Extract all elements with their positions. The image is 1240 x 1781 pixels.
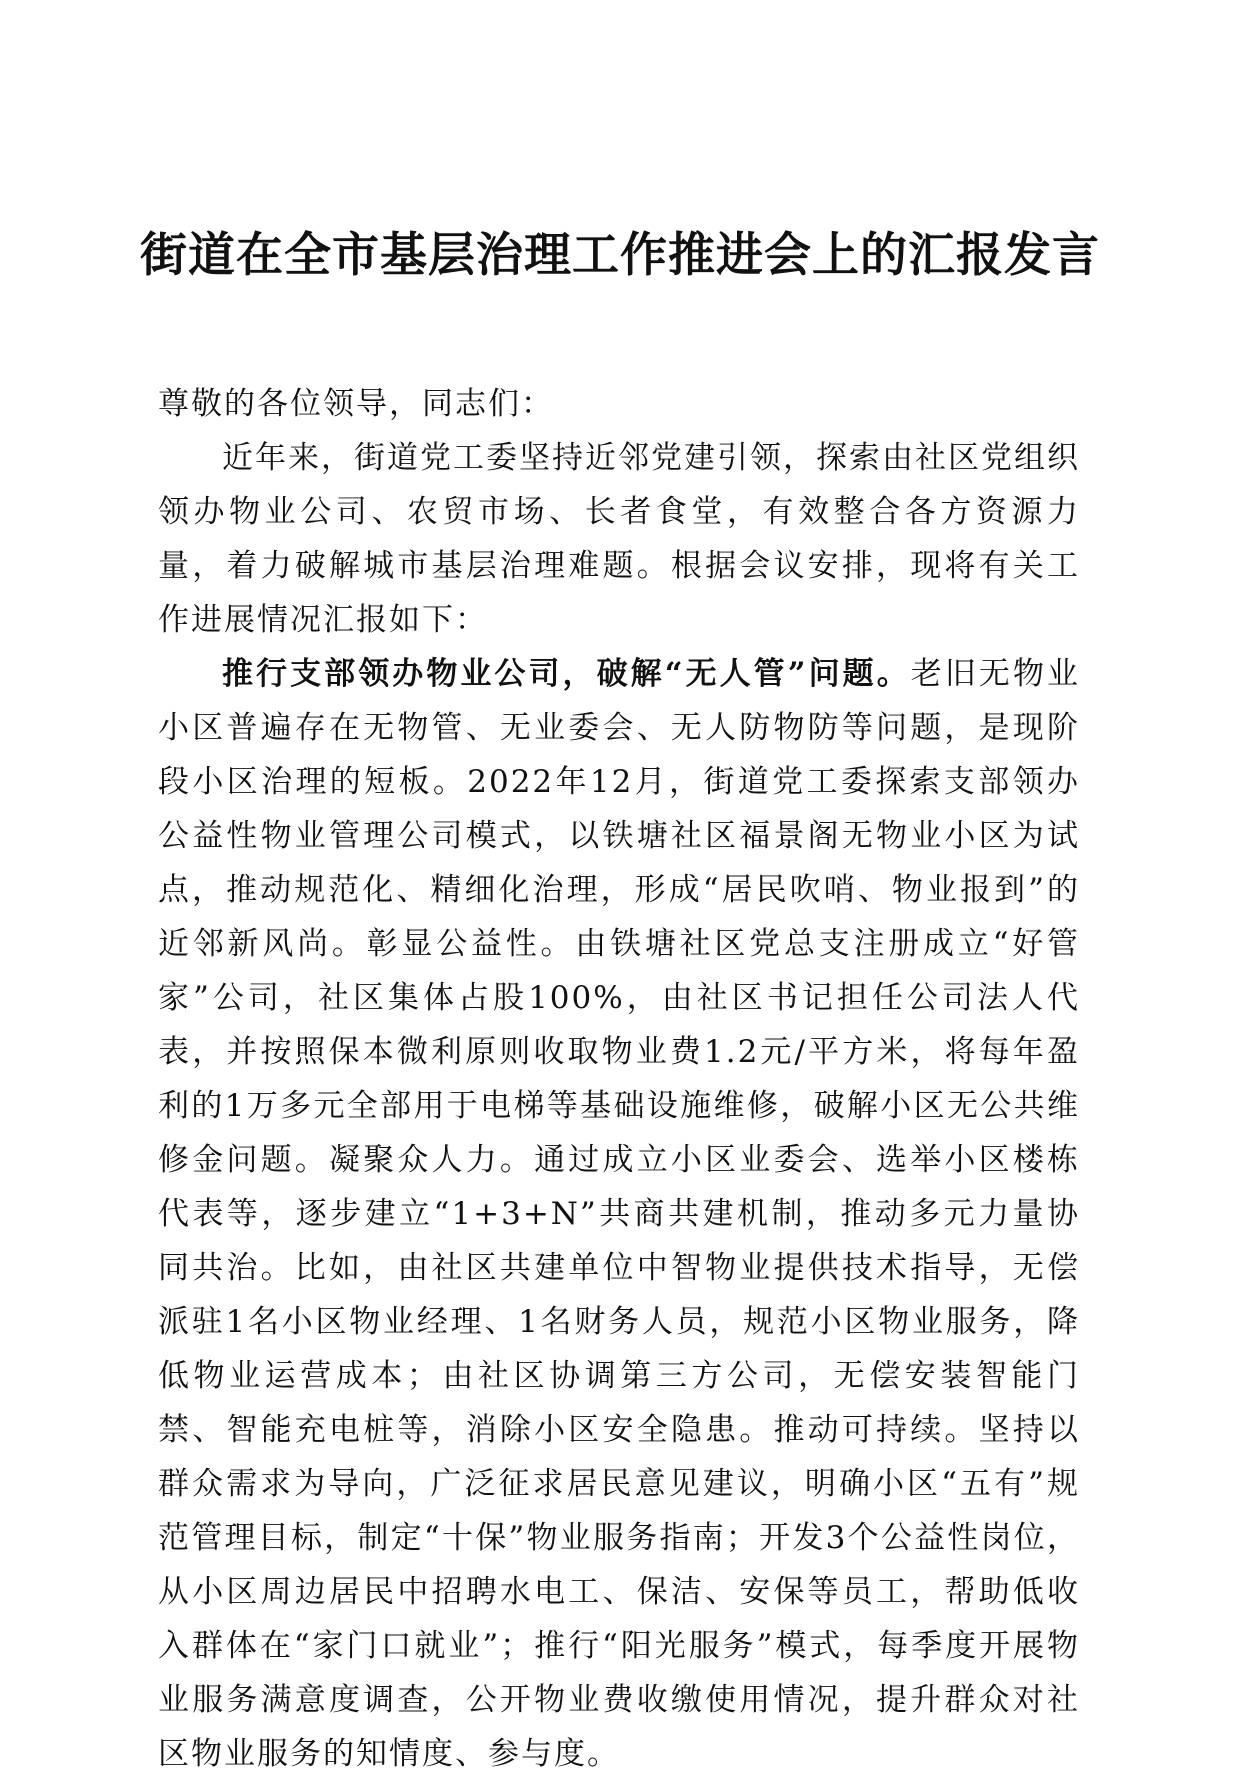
salutation: 尊敬的各位领导，同志们：: [158, 386, 554, 422]
document-title: 街道在全市基层治理工作推进会上的汇报发言: [140, 228, 1100, 283]
intro-paragraph: 近年来，街道党工委坚持近邻党建引领，探索由社区党组织领办物业公司、农贸市场、长者食堂，有效整合各方资源力量，着力破解城市基层治理难题。根据会议安排，现将有关工作进展情况汇报如下：: [158, 440, 1080, 638]
section-paragraph: [158, 647, 1080, 1781]
document-body: [158, 377, 1080, 1781]
section-heading: 推行支部领办物业公司，破解“无人管”问题。: [222, 656, 911, 692]
section-body: 老旧无物业小区普遍存在无物管、无业委会、无人防物防等问题，是现阶段小区治理的短板。2022年12月，街道党工委探索支部领办公益性物业管理公司模式，以铁塘社区福景阁无物业小区为试点，推动规范化、精细化治理，形成“居民吹哨、物业报到”的近邻新风尚。彰显公益性。由铁塘社区党总支注册成立“好管家”公司，社区集体占股100%，由社区书记担任公司法人代表，并按照保本微利原则收取物业费1.2元/平方米，将每年盈利的1万多元全部用于电梯等基础设施维修，破解小区无公共维修金问题。凝聚众人力。通过成立小区业委会、选举小区楼栋代表等，逐步建立“1+3+N”共商共建机制，推动多元力量协同共治。比如，由社区共建单位中智物业提供技术指导，无偿派驻1名小区物业经理、1名财务人员，规范小区物业服务，降低物业运营成本；由社区协调第三方公司，无偿安装智能门禁、智能充电桩等，消除小区安全隐患。推动可持续。坚持以群众需求为导向，广泛征求居民意见建议，明确小区“五有”规范管理目标，制定“十保”物业服务指南；开发3个公益性岗位，从小区周边居民中招聘水电工、保洁、安保等员工，帮助低收入群体在“家门口就业”；推行“阳光服务”模式，每季度开展物业服务满意度调查，公开物业费收缴使用情况，提升群众对社区物业服务的知情度、参与度。: [158, 656, 1080, 1772]
